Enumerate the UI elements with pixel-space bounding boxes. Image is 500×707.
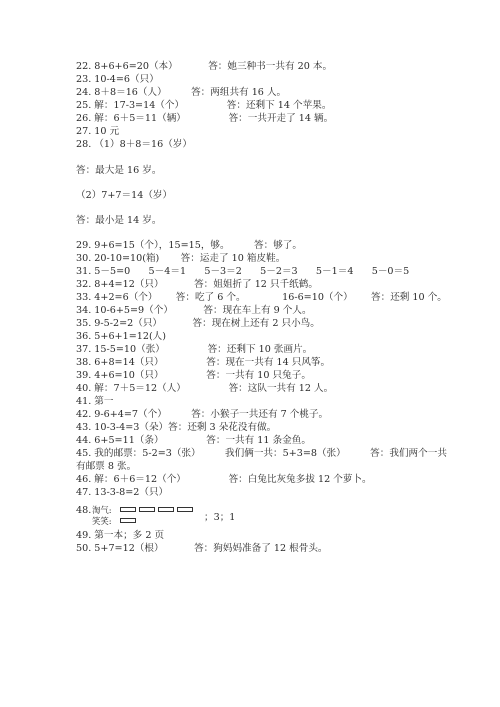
diagram-box — [158, 507, 174, 512]
answer-48-ratio: ；3；1 — [204, 512, 236, 523]
answer-line-36: 36. 5+6+1=12(人) — [76, 331, 167, 342]
answer-line-25: 25. 解：17-3=14（个） 答：还剩下 14 个苹果。 — [76, 100, 332, 111]
answer-line-47: 47. 13-3-8=2（只） — [76, 487, 169, 498]
answer-line-35: 35. 9-5-2=2（只） 答：现在树上还有 2 只小鸟。 — [76, 318, 320, 329]
answer-line-28-1: 28. （1）8＋8＝16（岁） — [76, 139, 192, 150]
answer-line-38: 38. 6+8=14（只） 答：现在一共有 14 只风筝。 — [76, 357, 331, 368]
answer-line-37: 37. 15-5=10（张） 答：还剩下 10 张画片。 — [76, 344, 313, 355]
answer-line-41: 41. 第一 — [76, 396, 114, 407]
answer-line-49: 49. 第一本；多 2 页 — [76, 530, 165, 541]
answer-line-26: 26. 解：6＋5＝11（辆） 答：一共开走了 14 辆。 — [76, 113, 334, 124]
answer-line-42: 42. 9-6+4=7（个） 答：小猴子一共还有 7 个桃子。 — [76, 409, 329, 420]
diagram-box — [139, 507, 155, 512]
answer-line-45: 45. 我的邮票：5-2=3（张） 我们俩一共：5+3=8（张） 答：我们两个一共 — [76, 448, 447, 459]
answer-48-number: 48. — [76, 505, 92, 516]
diagram-label-taoqi: 淘气: — [92, 505, 112, 515]
answer-line-27: 27. 10 元 — [76, 126, 120, 137]
answer-line-33: 33. 4+2=6（个） 答：吃了 6 个。 16-6=10（个） 答：还剩 10 个。 — [76, 292, 447, 303]
answer-line-28-2-answer: 答：最小是 14 岁。 — [76, 215, 162, 226]
diagram-box — [177, 507, 193, 512]
answer-line-23: 23. 10-4=6（只） — [76, 74, 159, 85]
answer-line-40: 40. 解：7＋5＝12（人） 答：这队一共有 12 人。 — [76, 383, 334, 394]
diagram-box — [120, 518, 136, 523]
answer-line-30: 30. 20-10=10(箱) 答：运走了 10 箱皮鞋。 — [76, 253, 286, 264]
answer-line-28-1-answer: 答：最大是 16 岁。 — [76, 165, 162, 176]
answer-line-50: 50. 5+7=12（根） 答：狗妈妈准备了 12 根骨头。 — [76, 543, 328, 554]
answer-line-34: 34. 10-6+5=9（个） 答：现在车上有 9 个人。 — [76, 305, 312, 316]
answer-line-44: 44. 6+5=11（条） 答：一共有 11 条金鱼。 — [76, 435, 311, 446]
answer-line-31: 31. 5－5=0 5－4＝1 5－3＝2 5－2＝3 5－1＝4 5－0＝5 — [76, 266, 410, 277]
answer-line-43: 43. 10-3-4=3（朵）答：还剩 3 朵花没有做。 — [76, 422, 277, 433]
diagram-box — [120, 507, 136, 512]
answer-line-46: 46. 解：6＋6＝12（个） 答：白兔比灰兔多拔 12 个萝卜。 — [76, 474, 372, 485]
answer-48-box-diagram — [92, 503, 204, 529]
answer-line-39: 39. 4+6=10（只） 答：一共有 10 只兔子。 — [76, 370, 311, 381]
answer-line-45-cont: 有邮票 8 张。 — [76, 461, 137, 472]
answer-line-32: 32. 8+4=12（只） 答：姐姐折了 12 只千纸鹤。 — [76, 279, 318, 290]
answer-line-29: 29. 9+6=15（个），15=15，够。 答：够了。 — [76, 240, 302, 251]
diagram-label-xiaoxiao: 笑笑: — [92, 516, 112, 526]
answer-line-24: 24. 8＋8＝16（人） 答：两组共有 16 人。 — [76, 87, 287, 98]
answer-line-22: 22. 8+6+6=20（本） 答：她三种书一共有 20 本。 — [76, 61, 333, 72]
answer-line-28-2: （2）7+7＝14（岁） — [76, 190, 173, 201]
